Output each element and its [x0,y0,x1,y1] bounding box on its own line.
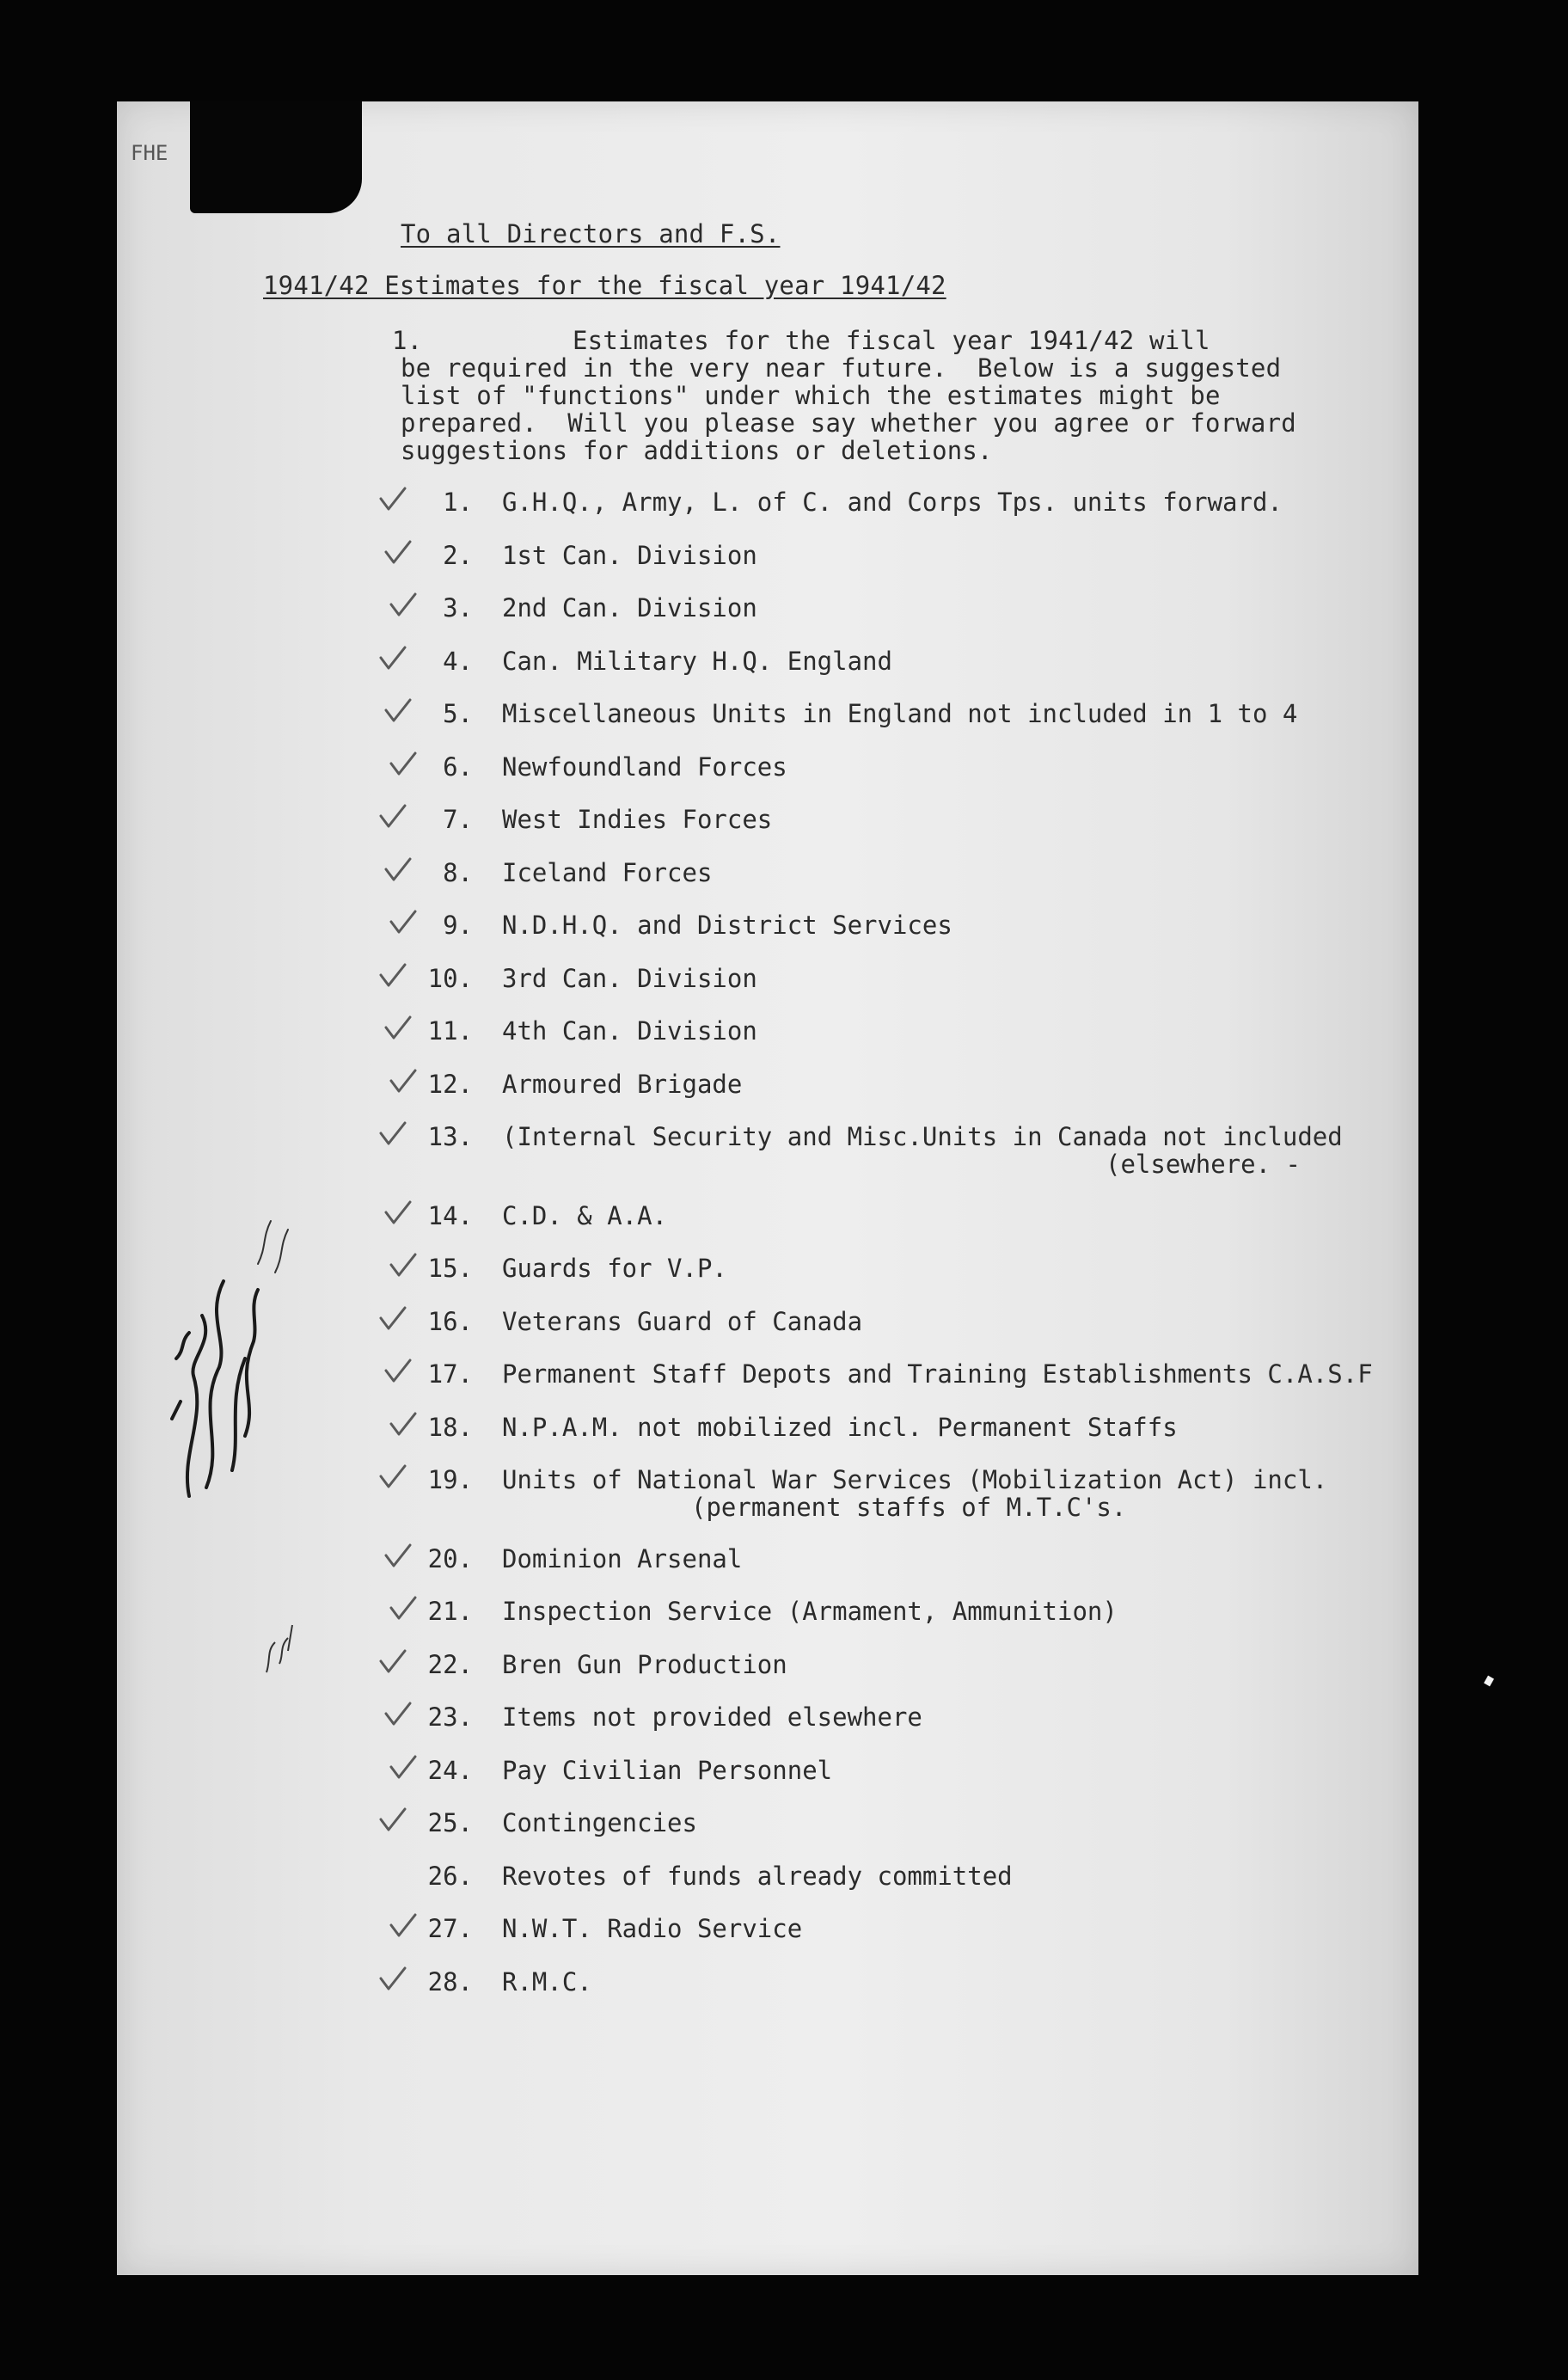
list-item-text: Bren Gun Production [502,1649,787,1679]
list-item-text: Iceland Forces [502,857,713,887]
paragraph-line: suggestions for additions or deletions. [401,436,993,465]
list-item-continuation: (elsewhere. - [1106,1150,1301,1179]
list-item-number: 18. [427,1412,473,1442]
check-mark-icon [383,1357,413,1384]
subject-line: 1941/42 Estimates for the fiscal year 1941/42 [263,271,946,300]
check-mark-icon [378,1965,407,1992]
list-item-continuation: (permanent staffs of M.T.C's. [691,1493,1127,1522]
list-item-number: 10. [427,963,473,993]
check-mark-icon [383,1014,413,1041]
list-item-number: 27. [427,1914,473,1943]
list-item-number: 21. [427,1597,473,1626]
list-item-number: 17. [427,1359,473,1389]
list-item-number: 5. [443,699,473,728]
check-mark-icon [389,908,418,935]
list-item-number: 9. [443,911,473,940]
file-mark: FHE [131,141,168,165]
list-item-text: Veterans Guard of Canada [502,1306,863,1336]
check-mark-icon [389,1251,418,1279]
list-item-text: Items not provided elsewhere [502,1702,922,1732]
list-item-text: Contingencies [502,1808,697,1837]
list-item-text: G.H.Q., Army, L. of C. and Corps Tps. units forward. [502,488,1283,517]
check-mark-icon [389,591,418,618]
check-mark-icon [383,1859,413,1886]
paragraph-line: list of "functions" under which the estimates might be [401,381,1221,410]
list-item-number: 20. [427,1543,473,1573]
check-mark-icon [383,538,413,566]
list-item-text: Guards for V.P. [502,1254,727,1283]
paragraph-line: prepared. Will you please say whether you agree or forward [401,408,1296,438]
list-item-number: 2. [443,540,473,570]
check-mark-icon [378,1806,407,1833]
list-item-number: 26. [427,1861,473,1891]
list-item-text: 4th Can. Division [502,1016,757,1046]
list-item-text: Miscellaneous Units in England not included in 1 to 4 [502,699,1298,728]
list-item-text: Dominion Arsenal [502,1543,743,1573]
list-item-number: 3. [443,593,473,623]
list-item-number: 25. [427,1808,473,1837]
list-item-number: 13. [427,1122,473,1151]
handwritten-initials [155,1212,292,1505]
check-mark-icon [389,1753,418,1781]
check-mark-icon [378,802,407,830]
check-mark-icon [389,1067,418,1095]
check-mark-icon [378,1119,407,1147]
list-item-number: 11. [427,1016,473,1046]
check-mark-icon [389,1911,418,1939]
list-item-number: 24. [427,1755,473,1785]
list-item-number: 23. [427,1702,473,1732]
list-item-text: Permanent Staff Depots and Training Establishments C.A.S.F [502,1359,1373,1389]
list-item-text: (Internal Security and Misc.Units in Canada not included [502,1122,1343,1151]
list-item-number: 7. [443,805,473,834]
list-item-text: 3rd Can. Division [502,963,757,993]
list-item-number: 16. [427,1306,473,1336]
list-item-text: R.M.C. [502,1966,592,1997]
list-item-text: Units of National War Services (Mobilization Act) incl. [502,1465,1328,1494]
paper-speck [1484,1676,1494,1687]
list-item-text: Newfoundland Forces [502,751,787,782]
check-mark-icon [378,1647,407,1675]
list-item-number: 15. [427,1254,473,1283]
list-item-text: Can. Military H.Q. England [502,646,892,676]
list-item-text: C.D. & A.A. [502,1200,668,1230]
list-item-number: 14. [427,1200,473,1230]
list-item-text: N.W.T. Radio Service [502,1914,803,1943]
check-mark-icon [378,485,407,512]
check-mark-icon [383,856,413,883]
list-item-text: Pay Civilian Personnel [502,1755,833,1785]
handwritten-date [258,1616,301,1677]
list-item-number: 22. [427,1649,473,1679]
list-item-text: West Indies Forces [502,805,773,834]
list-item-text: Armoured Brigade [502,1069,743,1099]
list-item-number: 8. [443,857,473,887]
check-mark-icon [389,750,418,777]
paragraph-line: be required in the very near future. Below is a suggested [401,353,1282,383]
address-line: To all Directors and F.S. [401,219,781,248]
list-item-number: 4. [443,646,473,676]
check-mark-icon [389,1594,418,1622]
check-mark-icon [378,1304,407,1332]
paragraph-line: Estimates for the fiscal year 1941/42 will [573,326,1210,355]
list-item-text: Revotes of funds already committed [502,1861,1013,1891]
check-mark-icon [378,1463,407,1490]
list-item-text: 2nd Can. Division [502,593,757,623]
list-item-text: N.D.H.Q. and District Services [502,911,952,940]
redaction-block [190,101,362,213]
list-item-text: Inspection Service (Armament, Ammunition) [502,1597,1118,1626]
check-mark-icon [383,696,413,724]
paragraph-number: 1. [392,326,423,355]
list-item-text: N.P.A.M. not mobilized incl. Permanent Staffs [502,1412,1178,1442]
list-item-text: 1st Can. Division [502,540,757,570]
check-mark-icon [383,1542,413,1569]
list-item-number: 28. [427,1966,473,1997]
check-mark-icon [383,1700,413,1727]
list-item-number: 6. [443,751,473,782]
check-mark-icon [378,961,407,989]
check-mark-icon [378,644,407,672]
check-mark-icon [389,1410,418,1438]
list-item-number: 1. [443,488,473,517]
list-item-number: 19. [427,1465,473,1494]
check-mark-icon [383,1199,413,1226]
list-item-number: 12. [427,1069,473,1099]
